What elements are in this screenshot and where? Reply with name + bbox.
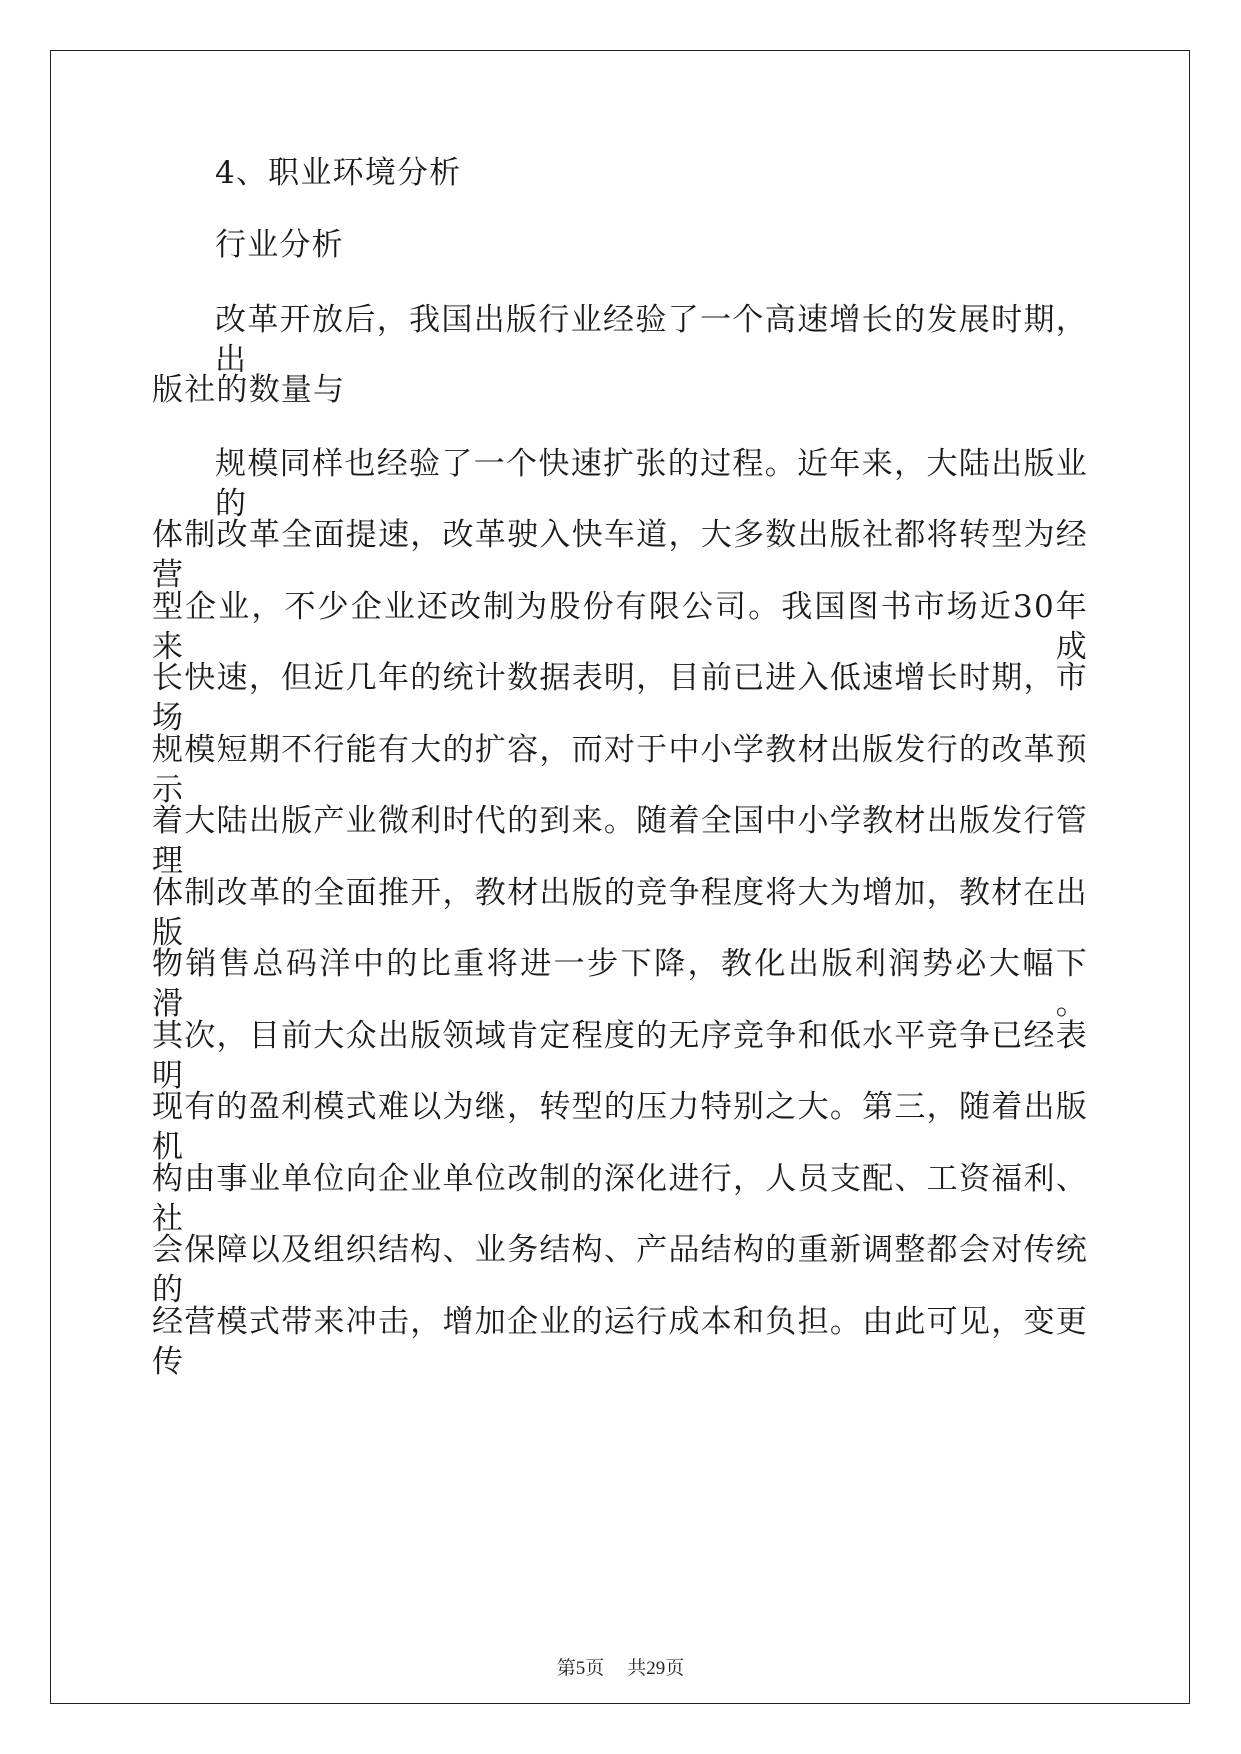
- total-pages: 共29页: [627, 1658, 685, 1679]
- paragraph-line: 长快速，但近几年的统计数据表明，目前已进入低速增长时期，市场: [152, 660, 1088, 736]
- page-number: 第5页: [556, 1658, 605, 1679]
- paragraph-line: 体制改革的全面推开，教材出版的竞争程度将大为增加，教材在出版: [152, 875, 1088, 951]
- paragraph-line: 规模短期不行能有大的扩容，而对于中小学教材出版发行的改革预示: [152, 732, 1088, 808]
- paragraph-line: 现有的盈利模式难以为继，转型的压力特别之大。第三，随着出版机: [152, 1089, 1088, 1165]
- paragraph-line: 改革开放后，我国出版行业经验了一个高速增长的发展时期，出: [215, 302, 1088, 378]
- paragraph-line: 构由事业单位向企业单位改制的深化进行，人员支配、工资福利、社: [152, 1161, 1088, 1237]
- subheading: 行业分析: [215, 227, 344, 263]
- paragraph-line: 其次，目前大众出版领域肯定程度的无序竞争和低水平竞争已经表明: [152, 1018, 1088, 1094]
- section-heading: 4、职业环境分析: [215, 155, 462, 191]
- paragraph-line: 体制改革全面提速，改革驶入快车道，大多数出版社都将转型为经营: [152, 517, 1088, 593]
- paragraph-line: 着大陆出版产业微利时代的到来。随着全国中小学教材出版发行管理: [152, 803, 1088, 879]
- paragraph-line: 物销售总码洋中的比重将进一步下降，教化出版利润势必大幅下滑。: [152, 946, 1088, 1022]
- paragraph-line: 经营模式带来冲击，增加企业的运行成本和负担。由此可见，变更传: [152, 1304, 1088, 1380]
- paragraph-line: 规模同样也经验了一个快速扩张的过程。近年来，大陆出版业的: [215, 446, 1088, 522]
- page-footer: [0, 1653, 1241, 1680]
- paragraph-line: 会保障以及组织结构、业务结构、产品结构的重新调整都会对传统的: [152, 1232, 1088, 1308]
- paragraph-line: 型企业，不少企业还改制为股份有限公司。我国图书市场近30年来成: [152, 589, 1088, 665]
- paragraph-line: 版社的数量与: [152, 372, 346, 408]
